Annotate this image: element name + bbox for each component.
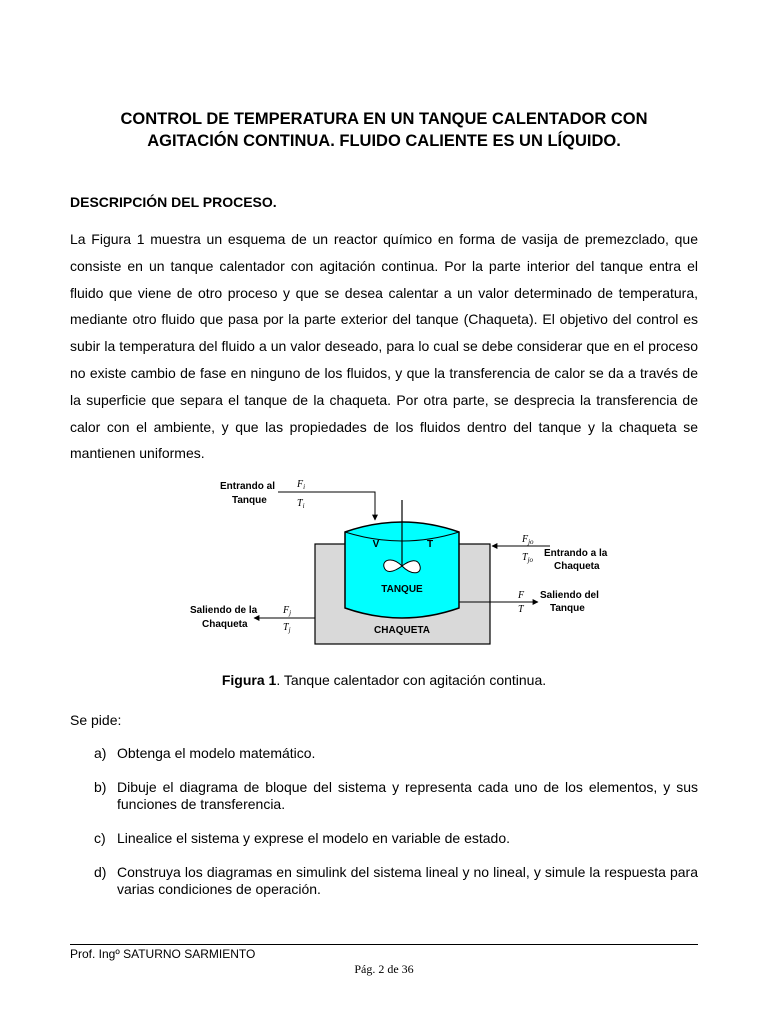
- document-title: [70, 108, 698, 152]
- item-letter: b): [94, 779, 107, 795]
- label-v: V: [372, 539, 380, 550]
- item-letter: a): [94, 745, 107, 761]
- tank-diagram: [180, 470, 620, 650]
- footer-divider: [70, 944, 698, 945]
- label-entrando-tanque-2: Tanque: [232, 495, 267, 506]
- label-entrando-chaqueta-2: Chaqueta: [554, 561, 600, 572]
- item-text: Obtenga el modelo matemático.: [117, 745, 316, 761]
- section-heading: DESCRIPCIÓN DEL PROCESO.: [70, 194, 277, 210]
- description-paragraph: La Figura 1 muestra un esquema de un reactor químico en forma de vasija de premezclado, que consiste en un tanque calentador con agitación continua. Por la parte interior del tanque entra el fluido que viene de otro proceso y que se desea calentar a un valor determinado de temperatura, mediante otro fluido que pasa por la parte exterior del tanque (Chaqueta). El objetivo del control es subir la temperatura del fluido a un valor deseado, para lo cual se debe considerar que en el proceso no existe cambio de fase en ninguno de los fluidos, y que la transferencia de calor se da a través de la superficie que separa el tanque de la chaqueta. Por otra parte, se desprecia la transferencia de calor con el ambiente, y que las propiedades de los fluidos dentro del tanque y la chaqueta se mantienen uniformes.: [70, 231, 698, 462]
- list-item: [70, 745, 698, 762]
- item-text: Construya los diagramas en simulink del sistema lineal y no lineal, y simule la respuesta para varias condiciones de operación.: [117, 864, 698, 897]
- symbol-fj: $F_j$: [283, 605, 292, 617]
- symbol-fi: $F_i$: [297, 479, 306, 491]
- item-letter: d): [94, 864, 107, 880]
- footer-author: Prof. Ingº SATURNO SARMIENTO: [70, 947, 256, 961]
- item-text: Linealice el sistema y exprese el modelo en variable de estado.: [117, 830, 511, 846]
- task-list: [70, 745, 698, 915]
- figure-caption: [70, 672, 698, 688]
- label-saliendo-tanque-1: Saliendo del: [540, 590, 599, 601]
- list-item: [70, 830, 698, 847]
- symbol-tjo: $T_{jo}$: [522, 552, 534, 564]
- item-letter: c): [94, 830, 106, 846]
- symbol-fjo: $F_{jo}$: [522, 534, 534, 546]
- label-entrando-tanque-1: Entrando al: [220, 481, 276, 492]
- symbol-ti: $T_i$: [297, 498, 305, 510]
- label-t: T: [426, 539, 434, 550]
- label-saliendo-tanque-2: Tanque: [550, 603, 585, 614]
- symbol-t: T: [518, 604, 524, 615]
- task-intro: Se pide:: [70, 712, 122, 728]
- label-saliendo-chaqueta-2: Chaqueta: [202, 619, 248, 630]
- symbol-tj: $T_j$: [283, 622, 291, 634]
- label-tanque: TANQUE: [381, 584, 423, 595]
- item-text: Dibuje el diagrama de bloque del sistema y representa cada uno de los elementos, y sus funciones de transferencia.: [117, 779, 698, 812]
- tank-inlet-arrow: [278, 492, 375, 520]
- list-item: [70, 779, 698, 813]
- label-entrando-chaqueta-1: Entrando a la: [544, 548, 608, 559]
- label-saliendo-chaqueta-1: Saliendo de la: [190, 605, 258, 616]
- title-line-1: CONTROL DE TEMPERATURA EN UN TANQUE CALENTADOR CON: [120, 110, 648, 128]
- title-line-2: AGITACIÓN CONTINUA. FLUIDO CALIENTE ES UN LÍQUIDO.: [147, 132, 621, 150]
- caption-text: . Tanque calentador con agitación continua.: [276, 672, 547, 688]
- page-number: Pág. 2 de 36: [354, 962, 414, 976]
- caption-label: Figura 1: [221, 672, 277, 688]
- symbol-f: F: [518, 590, 525, 601]
- label-chaqueta: CHAQUETA: [374, 625, 430, 636]
- list-item: [70, 864, 698, 898]
